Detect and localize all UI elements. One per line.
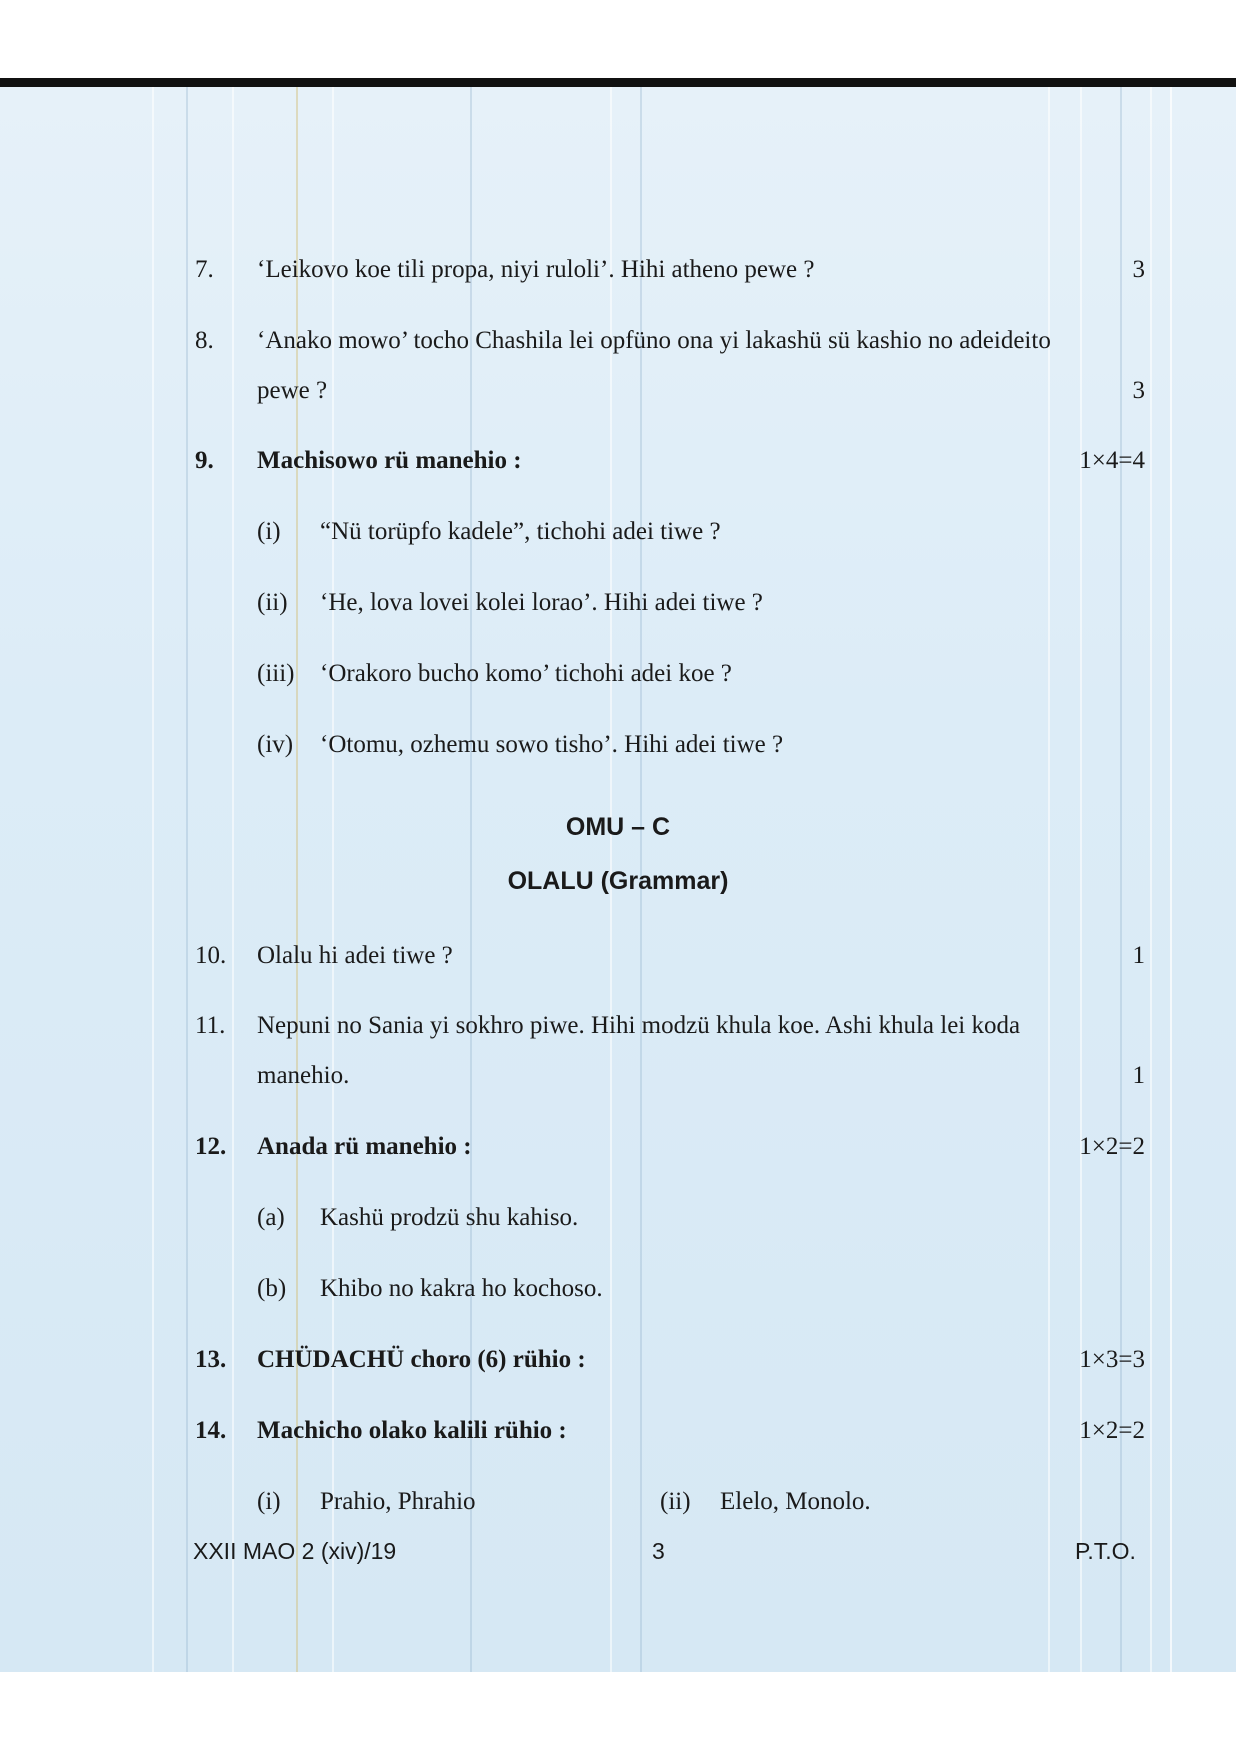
sub-text: ‘He, lova lovei kolei lorao’. Hihi adei tiwe ? xyxy=(320,589,763,616)
marks: 1 xyxy=(1132,942,1145,969)
question-text: Anada rü manehio : xyxy=(257,1133,472,1160)
question-text-continued: pewe ? xyxy=(257,377,328,404)
question-text: ‘Leikovo koe tili propa, niyi ruloli’. Hihi atheno pewe ? xyxy=(257,256,815,283)
question-text: ‘Anako mowo’ tocho Chashila lei opfüno ona yi lakashü sü kashio no adeideito xyxy=(257,327,1051,354)
question-number: 9. xyxy=(195,447,214,474)
sub-label: (iii) xyxy=(257,660,295,687)
question-text: Nepuni no Sania yi sokhro piwe. Hihi modzü khula koe. Ashi khula lei koda xyxy=(257,1012,1021,1039)
question-text: Machicho olako kalili rühio : xyxy=(257,1417,567,1444)
marks: 1×4=4 xyxy=(1079,447,1145,474)
question-number: 12. xyxy=(195,1133,227,1160)
sub-label: (i) xyxy=(257,1488,281,1515)
question-text: Machisowo rü manehio : xyxy=(257,447,522,474)
question-text-continued: manehio. xyxy=(257,1062,350,1089)
question-number: 10. xyxy=(195,942,227,969)
question-number: 14. xyxy=(195,1417,227,1444)
marks: 1×3=3 xyxy=(1079,1346,1145,1373)
question-text: CHÜDACHÜ choro (6) rühio : xyxy=(257,1346,586,1373)
sub-text: Kashü prodzü shu kahiso. xyxy=(320,1204,579,1231)
question-8 xyxy=(195,325,1145,415)
sub-text: Prahio, Phrahio xyxy=(320,1488,476,1515)
question-number: 7. xyxy=(195,256,214,283)
question-number: 11. xyxy=(195,1012,226,1039)
sub-text: ‘Orakoro bucho komo’ tichohi adei koe ? xyxy=(320,660,732,687)
question-number: 8. xyxy=(195,327,214,354)
marks: 3 xyxy=(1132,377,1145,404)
section-subtitle: OLALU (Grammar) xyxy=(507,867,729,895)
marks: 1×2=2 xyxy=(1079,1133,1145,1160)
sub-text: “Nü torüpfo kadele”, tichohi adei tiwe ? xyxy=(320,518,721,545)
sub-text: Elelo, Monolo. xyxy=(720,1488,871,1515)
page-number: 3 xyxy=(652,1538,665,1564)
question-text: Olalu hi adei tiwe ? xyxy=(257,942,453,969)
marks: 3 xyxy=(1132,256,1145,283)
sub-label: (a) xyxy=(257,1204,285,1231)
sub-label: (iv) xyxy=(257,731,294,758)
question-number: 13. xyxy=(195,1346,227,1373)
sub-label: (ii) xyxy=(257,589,288,616)
marks: 1 xyxy=(1132,1062,1145,1089)
question-11 xyxy=(195,1010,1145,1100)
pto-label: P.T.O. xyxy=(1075,1538,1136,1564)
sub-label: (b) xyxy=(257,1275,287,1302)
sub-text: Khibo no kakra ho kochoso. xyxy=(320,1275,603,1302)
paper-code: XXII MAO 2 (xiv)/19 xyxy=(193,1538,397,1564)
sub-text: ‘Otomu, ozhemu sowo tisho’. Hihi adei tiwe ? xyxy=(320,731,784,758)
marks: 1×2=2 xyxy=(1079,1417,1145,1444)
section-title: OMU – C xyxy=(565,813,671,841)
sub-label: (i) xyxy=(257,518,281,545)
sub-label: (ii) xyxy=(660,1488,691,1515)
